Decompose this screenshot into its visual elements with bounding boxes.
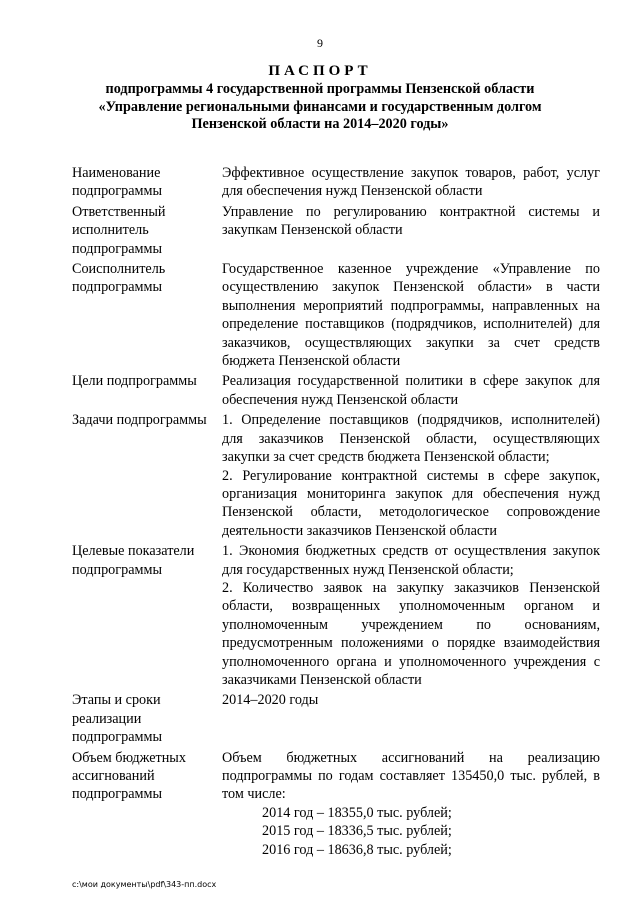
row-value-paragraph: 2. Регулирование контрактной системы в сфере закупок, организация мониторинга закупок для обеспечения нужд Пензенской области, методологическое сопровождение деятельности заказчиков Пензенской области (222, 467, 600, 539)
row-value (220, 372, 600, 411)
budget-year-line: 2016 год – 18636,8 тыс. рублей; (262, 841, 452, 858)
table-row (72, 260, 600, 372)
row-label: Этапы и сроки реализации подпрограммы (72, 692, 162, 746)
budget-year-line: 2015 год – 18336,5 тыс. рублей; (262, 823, 452, 840)
table-row (72, 164, 600, 203)
row-value-paragraph: 2014–2020 годы (222, 692, 319, 709)
row-label: Задачи подпрограммы (72, 412, 207, 429)
row-label: Ответственный исполнитель подпрограммы (72, 203, 166, 257)
row-value (220, 164, 600, 203)
title-line-3: Пензенской области на 2014–2020 годы» (191, 116, 449, 132)
row-label: Наименование подпрограммы (72, 165, 162, 200)
row-label: Целевые показатели подпрограммы (72, 543, 195, 578)
budget-intro: Объем бюджетных ассигнований на реализацию подпрограммы по годам составляет 135450,0 тыс. рублей, в том числе: (222, 749, 600, 803)
table-row (72, 691, 600, 748)
table-row (72, 372, 600, 411)
table-row (72, 203, 600, 260)
title-line-1: подпрограммы 4 государственной программы Пензенской области (105, 81, 535, 97)
row-value-paragraph: 1. Определение поставщиков (подрядчиков, исполнителей) для заказчиков Пензенской области, осуществляющих закупки за счет средств бюджета Пензенской области; (222, 412, 600, 466)
budget-year-line: 2014 год – 18355,0 тыс. рублей; (262, 804, 452, 821)
budget-row (72, 749, 600, 861)
row-value (220, 411, 600, 542)
row-value-paragraph: 2. Количество заявок на закупку заказчиков Пензенской области, возвращенных уполномоченным органом и уполномоченным учреждением по основаниям, предусмотренным положениями о порядке взаимодействия уполномоченного органа и уполномоченного учреждения с заказчиками Пензенской области (222, 579, 600, 688)
page-number: 9 (317, 36, 323, 50)
title-line-2: «Управление региональными финансами и государственным долгом (98, 98, 542, 115)
row-value-paragraph: 1. Экономия бюджетных средств от осуществления закупок для государственных нужд Пензенской области; (222, 543, 600, 578)
footer-file-path: c:\мои документы\pdf\343-пп.docx (72, 880, 217, 889)
row-label: Цели подпрограммы (72, 373, 197, 390)
row-value-paragraph: Управление по регулированию контрактной системы и закупкам Пензенской области (222, 203, 600, 239)
passport-table-body (72, 164, 600, 861)
document-title (60, 62, 580, 134)
row-value (220, 260, 600, 372)
row-value (220, 542, 600, 691)
passport-table (72, 164, 600, 861)
row-value-paragraph: Реализация государственной политики в сфере закупок для обеспечения нужд Пензенской области (222, 373, 600, 408)
table-row (72, 542, 600, 691)
row-value (220, 691, 600, 748)
title-main: ПАСПОРТ (268, 63, 372, 79)
budget-value (220, 749, 600, 861)
budget-label: Объем бюджетных ассигнований подпрограммы (72, 749, 186, 803)
row-value-paragraph: Эффективное осуществление закупок товаров, работ, услуг для обеспечения нужд Пензенской области (222, 165, 600, 200)
row-value (220, 203, 600, 260)
table-row (72, 411, 600, 542)
row-value-paragraph: Государственное казенное учреждение «Управление по осуществлению закупок Пензенской области» в части выполнения мероприятий подпрограммы, направленных на определение поставщиков (подрядчиков, исполнителей) для заказчиков, осуществляющих закупки за счет средств бюджета Пензенской области (222, 261, 600, 370)
row-label: Соисполнитель подпрограммы (72, 261, 166, 296)
